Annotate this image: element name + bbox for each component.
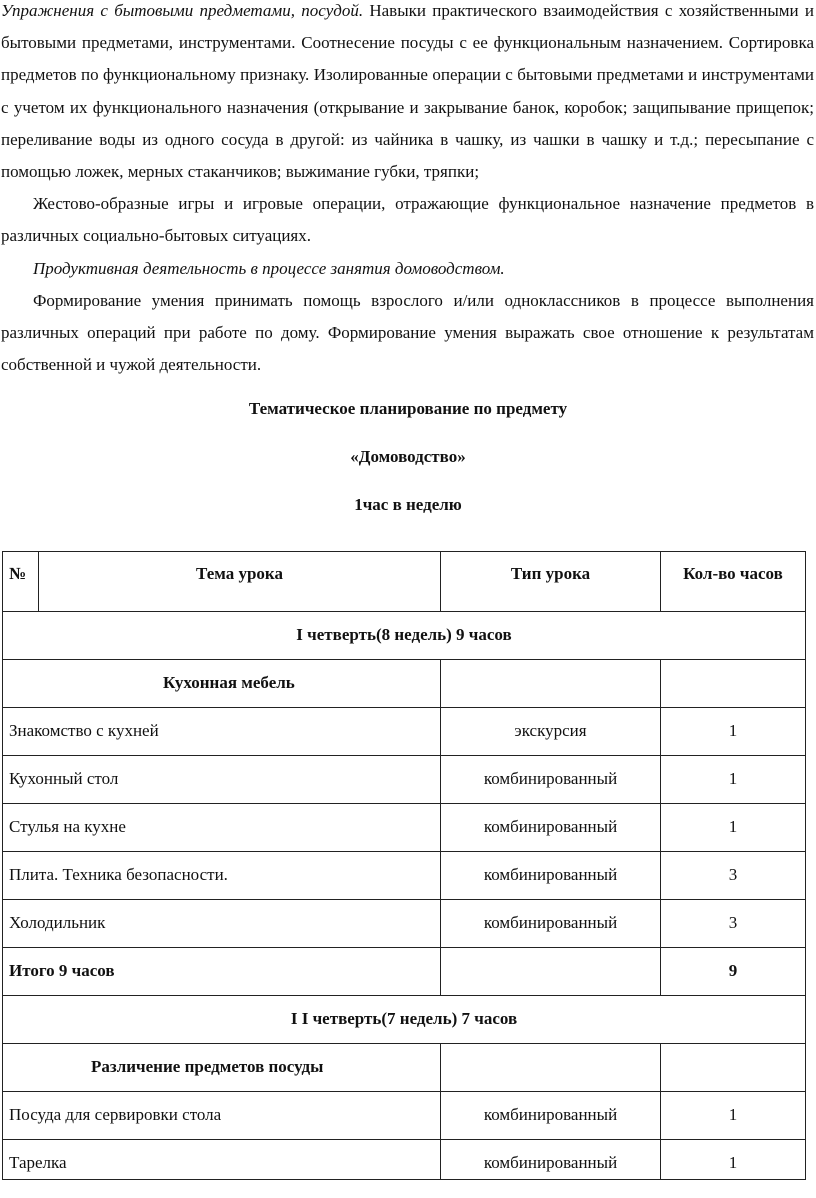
quarter-1-title: I четверть(8 недель) 9 часов xyxy=(3,612,806,660)
lesson-type: комбинированный xyxy=(441,900,661,948)
lesson-type: комбинированный xyxy=(441,804,661,852)
table-row xyxy=(3,852,806,900)
header-lesson-type: Тип урока xyxy=(441,552,661,612)
planning-title: Тематическое планирование по предмету xyxy=(248,399,568,419)
section-kitchen-furniture: Кухонная мебель xyxy=(3,660,441,708)
lesson-hours: 1 xyxy=(661,756,806,804)
lesson-topic: Плита. Техника безопасности. xyxy=(3,852,441,900)
header-number: № xyxy=(3,552,39,612)
empty-cell xyxy=(661,1044,806,1092)
lesson-hours: 3 xyxy=(661,900,806,948)
quarter-2-row xyxy=(3,996,806,1044)
lesson-hours: 3 xyxy=(661,852,806,900)
section-row xyxy=(3,1044,806,1092)
table-row xyxy=(3,900,806,948)
table-row xyxy=(3,708,806,756)
table-row xyxy=(3,1092,806,1140)
section-dishes: Различение предметов посуды xyxy=(3,1044,441,1092)
total-row xyxy=(3,948,806,996)
empty-cell xyxy=(441,1044,661,1092)
lesson-plan-table xyxy=(2,551,806,1180)
paragraph-productive-activity: Продуктивная деятельность в процессе занятия домоводством. xyxy=(33,258,505,278)
lesson-topic: Тарелка xyxy=(3,1140,441,1180)
section-row xyxy=(3,660,806,708)
lesson-type: комбинированный xyxy=(441,756,661,804)
table-row xyxy=(3,804,806,852)
table-header-row xyxy=(3,552,806,612)
lesson-type: комбинированный xyxy=(441,852,661,900)
quarter-1-row xyxy=(3,612,806,660)
paragraph-household-items xyxy=(0,0,816,188)
total-value: 9 xyxy=(661,948,806,996)
lesson-hours: 1 xyxy=(661,804,806,852)
header-hours: Кол-во часов xyxy=(661,552,806,612)
table-row xyxy=(3,1140,806,1180)
lesson-type: комбинированный xyxy=(441,1092,661,1140)
subject-title: «Домоводство» xyxy=(350,447,466,467)
empty-cell xyxy=(441,660,661,708)
total-label: Итого 9 часов xyxy=(3,948,441,996)
lesson-topic: Кухонный стол xyxy=(3,756,441,804)
quarter-2-title: I I четверть(7 недель) 7 часов xyxy=(3,996,806,1044)
lesson-type: комбинированный xyxy=(441,1140,661,1180)
lesson-hours: 1 xyxy=(661,1140,806,1180)
table-row xyxy=(3,756,806,804)
lesson-topic: Знакомство с кухней xyxy=(3,708,441,756)
lesson-hours: 1 xyxy=(661,708,806,756)
empty-cell xyxy=(661,660,806,708)
paragraph-lead-italic: Упражнения с бытовыми предметами, посудой. xyxy=(1,1,364,20)
paragraph-body: Навыки практического взаимодействия с хозяйственными и бытовыми предметами, инструментами. Соотнесение посуды с ее функциональным назначением. Сортировка предметов по функциональному признаку. Изолированные операции с бытовыми предметами и инструментами с учетом их функционального назначения (открывание и закрывание банок, коробок; защипывание прищепок; переливание воды из одного сосуда в другой: из чайника в чашку, из чашки в чашку и т.д.; пересыпание с помощью ложек, мерных стаканчиков; выжимание губки, тряпки; xyxy=(1,1,814,182)
header-topic: Тема урока xyxy=(39,552,441,612)
empty-cell xyxy=(441,948,661,996)
paragraph-skills-formation: Формирование умения принимать помощь взрослого и/или одноклассников в процессе выполнения различных операций при работе по дому. Формирование умения выражать свое отношение к результатам собственной и чужой деятельности. xyxy=(1,290,814,375)
hours-per-week: 1час в неделю xyxy=(354,495,462,515)
lesson-type: экскурсия xyxy=(441,708,661,756)
lesson-topic: Холодильник xyxy=(3,900,441,948)
paragraph-gesture-games: Жестово-образные игры и игровые операции, отражающие функциональное назначение предметов в различных социально-бытовых ситуациях. xyxy=(1,194,814,246)
lesson-hours: 1 xyxy=(661,1092,806,1140)
lesson-topic: Стулья на кухне xyxy=(3,804,441,852)
lesson-topic: Посуда для сервировки стола xyxy=(3,1092,441,1140)
